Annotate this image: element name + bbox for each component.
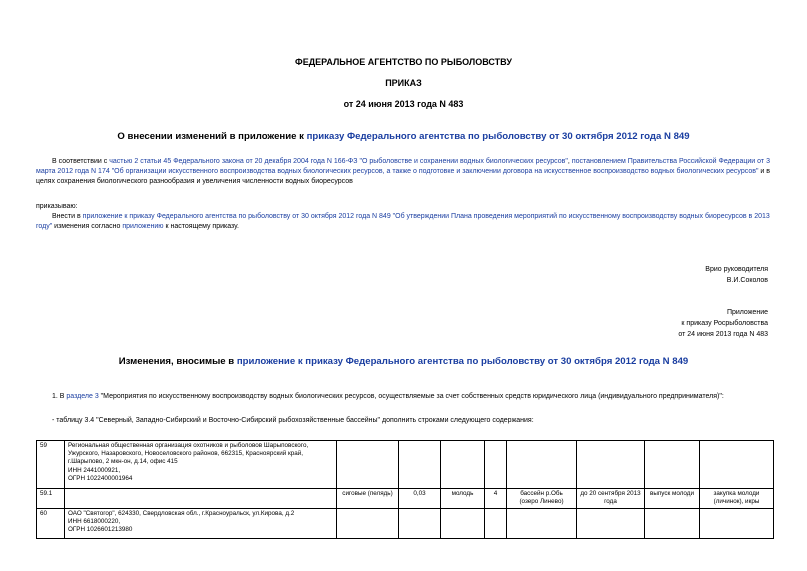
org-line: ИНН 6618000220, [68,518,121,526]
order-title [0,131,807,142]
resolution-link[interactable]: постановлением Правительства Российской Федерации от 3 марта 2012 года N 174 "Об организации искусственного воспроизводства водных биологических ресурсов, а также о подготовке и заключении договора на искусственное воспроизводство водных биологических ресурсов" [36,158,771,176]
signature-name: В.И.Соколов [726,277,768,284]
stage-cell: молодь [441,489,485,509]
doc-date-number: от 24 июня 2013 года N 483 [343,99,464,109]
empty-cell [441,441,485,489]
org-line: ИНН 2441000921, [68,466,121,474]
table-row [37,509,774,539]
quantity-cell: 0,03 [399,489,441,509]
preamble-text-1: В соответствии с [52,158,110,165]
empty-cell [577,509,645,539]
order-title-link[interactable]: приказу Федерального агентства по рыболовству от 30 октября 2012 года N 849 [306,131,690,142]
org-line: Региональная общественная организация охотников и рыболовов Шарыповского, [68,442,309,449]
organization-cell [65,441,337,489]
org-line: ОГРН 1026601213980 [68,526,133,534]
method-cell: выпуск молоди [645,489,700,509]
item-1-text-2: "Мероприятия по искусственному воспроизводству водных биологических ресурсов, осуществляемые за счет собственных средств юридического лица (индивидуального предпринимателя)": [98,393,724,400]
row-number: 59.1 [37,489,65,509]
row-number: 60 [37,509,65,539]
appendix-line-1: Приложение [726,309,768,316]
weight-cell: 4 [485,489,507,509]
order-paragraph [36,212,770,232]
changes-title [0,356,807,367]
order-word: приказываю: [36,203,78,210]
table-row [37,489,774,509]
preamble-paragraph [36,157,770,188]
purchase-cell: закупка молоди (личинок), икры [700,489,774,509]
agency-name: ФЕДЕРАЛЬНОЕ АГЕНТСТВО ПО РЫБОЛОВСТВУ [295,57,512,67]
empty-cell [645,509,700,539]
signature-position: Врио руководителя [705,266,768,273]
changes-table [36,440,774,539]
empty-cell [700,509,774,539]
item-1-subitem: - таблицу 3.4 "Северный, Западно-Сибирский и Восточно-Сибирский рыбохозяйственные бассейны" дополнить строками следующего содержания: [52,417,534,424]
species-cell: сиговые (пелядь) [337,489,399,509]
empty-cell [399,509,441,539]
changes-title-link[interactable]: приложение к приказу Федерального агентства по рыболовству от 30 октября 2012 года N 849 [236,356,689,367]
order-title-prefix: О внесении изменений в приложение к [117,131,307,142]
empty-cell [700,441,774,489]
item-1-text-1: 1. В [52,393,67,400]
row-number: 59 [37,441,65,489]
preamble-text-2: , [567,158,572,165]
org-line: г.Шарыпово, 2 мкн-он, д.14, офис 415 [68,458,178,466]
organization-cell [65,509,337,539]
empty-cell [441,509,485,539]
empty-cell [485,441,507,489]
org-line: ОАО "Святогор", 624330, Свердловская обл., г.Красноуральск, ул.Кирова, д.2 [68,510,295,517]
order-text-1: Внести в [52,213,83,220]
preamble-text-3: и в целях сохранения биологического разнообразия и увеличения численности водных биоресурсов [36,168,770,186]
empty-cell [65,489,337,509]
place-cell: бассейн р.Обь (озеро Линево) [507,489,577,509]
date-cell: до 20 сентября 2013 года [577,489,645,509]
empty-cell [645,441,700,489]
empty-cell [485,509,507,539]
appendix-order-link[interactable]: приложение к приказу Федерального агентства по рыболовству от 30 октября 2012 года N 849 "Об утверждении Плана проведения мероприятий по искусственному воспроизводству водных биоресурсов в 2013 году" [36,213,770,231]
empty-cell [507,441,577,489]
empty-cell [337,441,399,489]
org-line: ОГРН 1022400001964 [68,474,133,482]
appendix-link[interactable]: приложению [122,223,164,231]
empty-cell [399,441,441,489]
table-row [37,441,774,489]
empty-cell [337,509,399,539]
item-1 [52,392,772,402]
appendix-line-3: от 24 июня 2013 года N 483 [678,331,768,338]
empty-cell [577,441,645,489]
empty-cell [507,509,577,539]
law-link[interactable]: частью 2 статьи 45 Федерального закона от 20 декабря 2004 года N 166-ФЗ "О рыболовстве и сохранении водных биологических ресурсов" [109,158,568,165]
doc-type: ПРИКАЗ [385,78,422,88]
order-text-3: к настоящему приказу. [163,223,239,231]
order-text-2: изменения согласно [52,223,123,231]
org-line: Ужурского, Назаровского, Новоселовского районов, 662315, Красноярский край, [68,450,304,458]
changes-title-prefix: Изменения, вносимые в [118,356,237,367]
section-3-link[interactable]: разделе 3 [66,393,99,400]
appendix-line-2: к приказу Росрыболовства [681,320,768,327]
